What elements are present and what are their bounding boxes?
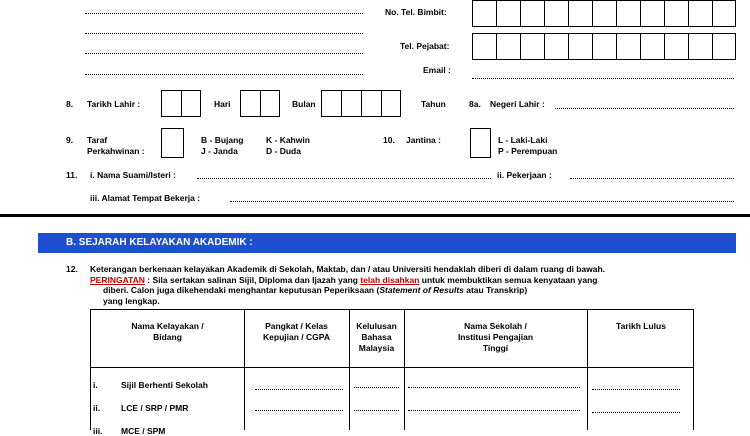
dob-label: Tarikh Lahir : bbox=[87, 99, 141, 109]
th-pass: Kelulusan Bahasa Malaysia bbox=[356, 321, 397, 353]
row-2-name: LCE / SRP / PMR bbox=[121, 403, 189, 413]
marital-opt-k: K - Kahwin bbox=[266, 135, 310, 145]
certified-text: telah disahkan bbox=[360, 274, 420, 285]
dob-month-boxes[interactable] bbox=[240, 90, 280, 117]
address-line-2[interactable] bbox=[85, 33, 363, 34]
birth-state-field[interactable] bbox=[555, 108, 734, 109]
address-line-3[interactable] bbox=[85, 53, 363, 54]
gender-number: 10. bbox=[383, 135, 395, 145]
spouse-job-field[interactable] bbox=[570, 178, 734, 179]
office-phone-boxes[interactable] bbox=[472, 33, 736, 60]
spouse-name-label: i. Nama Suami/Isteri : bbox=[90, 170, 176, 180]
address-line-1[interactable] bbox=[85, 13, 363, 14]
th-school: Nama Sekolah / Institusi Pengajian Tinggi bbox=[457, 321, 534, 353]
section-b-banner bbox=[38, 233, 736, 253]
birth-state-number: 8a. bbox=[469, 99, 481, 109]
section-b-title: B. SEJARAH KELAYAKAN AKADEMIK : bbox=[66, 237, 253, 248]
work-address-field[interactable] bbox=[230, 201, 734, 202]
birth-state-label: Negeri Lahir : bbox=[490, 99, 545, 109]
marital-label-2: Perkahwinan : bbox=[87, 146, 145, 156]
marital-opt-b: B - Bujang bbox=[201, 135, 244, 145]
row-2-num: ii. bbox=[93, 403, 101, 413]
email-label: Email : bbox=[423, 65, 451, 75]
gender-label: Jantina : bbox=[406, 135, 441, 145]
dob-month-label: Bulan bbox=[292, 99, 316, 109]
row-1-grade[interactable] bbox=[255, 389, 343, 390]
row-3-num: iii. bbox=[93, 426, 103, 436]
marital-label-1: Taraf bbox=[87, 135, 108, 145]
qualification-table bbox=[90, 309, 694, 436]
address-line-4[interactable] bbox=[85, 74, 363, 75]
note-line-2: PERINGATAN : Sila sertakan salinan Sijil, Diploma dan Ijazah yang telah disahkan untuk membuktikan semua kenyataan yang bbox=[90, 274, 598, 285]
th-name: Nama Kelayakan / Bidang bbox=[131, 321, 204, 342]
spouse-name-field[interactable] bbox=[197, 178, 491, 179]
row-1-name: Sijil Berhenti Sekolah bbox=[121, 380, 208, 390]
note-text bbox=[90, 264, 730, 306]
spouse-number: 11. bbox=[66, 170, 78, 180]
th-grade: Pangkat / Kelas Kepujian / CGPA bbox=[263, 321, 330, 342]
section-divider bbox=[0, 214, 750, 217]
gender-box[interactable] bbox=[470, 128, 491, 158]
gender-opt-l: L - Laki-Laki bbox=[498, 135, 548, 145]
statement-text: Statement of Results bbox=[379, 285, 464, 295]
row-1-date[interactable] bbox=[592, 389, 680, 390]
note-number: 12. bbox=[66, 264, 78, 274]
dob-day-boxes[interactable] bbox=[161, 90, 201, 117]
office-phone-label: Tel. Pejabat: bbox=[400, 41, 450, 51]
dob-day-label: Hari bbox=[214, 99, 231, 109]
row-3-name: MCE / SPM bbox=[121, 426, 166, 436]
row-2-date[interactable] bbox=[592, 412, 680, 413]
row-2-school[interactable] bbox=[408, 410, 580, 411]
row-2-pass[interactable] bbox=[354, 410, 399, 411]
work-address-label: iii. Alamat Tempat Bekerja : bbox=[90, 193, 201, 203]
warning-label: PERINGATAN bbox=[90, 274, 145, 285]
dob-year-boxes[interactable] bbox=[321, 90, 401, 117]
note-line-3: diberi. Calon juga dikehendaki menghantar keputusan Peperiksaan (Statement of Results atau Transkrip) bbox=[103, 285, 528, 295]
marital-box[interactable] bbox=[161, 128, 184, 158]
mobile-boxes[interactable] bbox=[472, 0, 736, 27]
row-1-school[interactable] bbox=[408, 387, 580, 388]
dob-number: 8. bbox=[66, 99, 74, 109]
marital-opt-j: J - Janda bbox=[201, 146, 238, 156]
row-1-pass[interactable] bbox=[354, 387, 399, 388]
note-line-4: yang lengkap. bbox=[103, 295, 160, 306]
dob-year-label: Tahun bbox=[421, 99, 446, 109]
marital-opt-d: D - Duda bbox=[266, 146, 301, 156]
row-2-grade[interactable] bbox=[255, 410, 343, 411]
mobile-label: No. Tel. Bimbit: bbox=[385, 7, 447, 17]
th-date: Tarikh Lulus bbox=[616, 321, 666, 331]
row-1-num: i. bbox=[93, 380, 98, 390]
spouse-job-label: ii. Pekerjaan : bbox=[497, 170, 552, 180]
marital-number: 9. bbox=[66, 135, 74, 145]
note-line-1: Keterangan berkenaan kelayakan Akademik di Sekolah, Maktab, dan / atau Universiti hendaklah diberi di dalam ruang di bawah. bbox=[90, 264, 606, 274]
gender-opt-p: P - Perempuan bbox=[498, 146, 558, 156]
email-field[interactable] bbox=[472, 78, 734, 79]
